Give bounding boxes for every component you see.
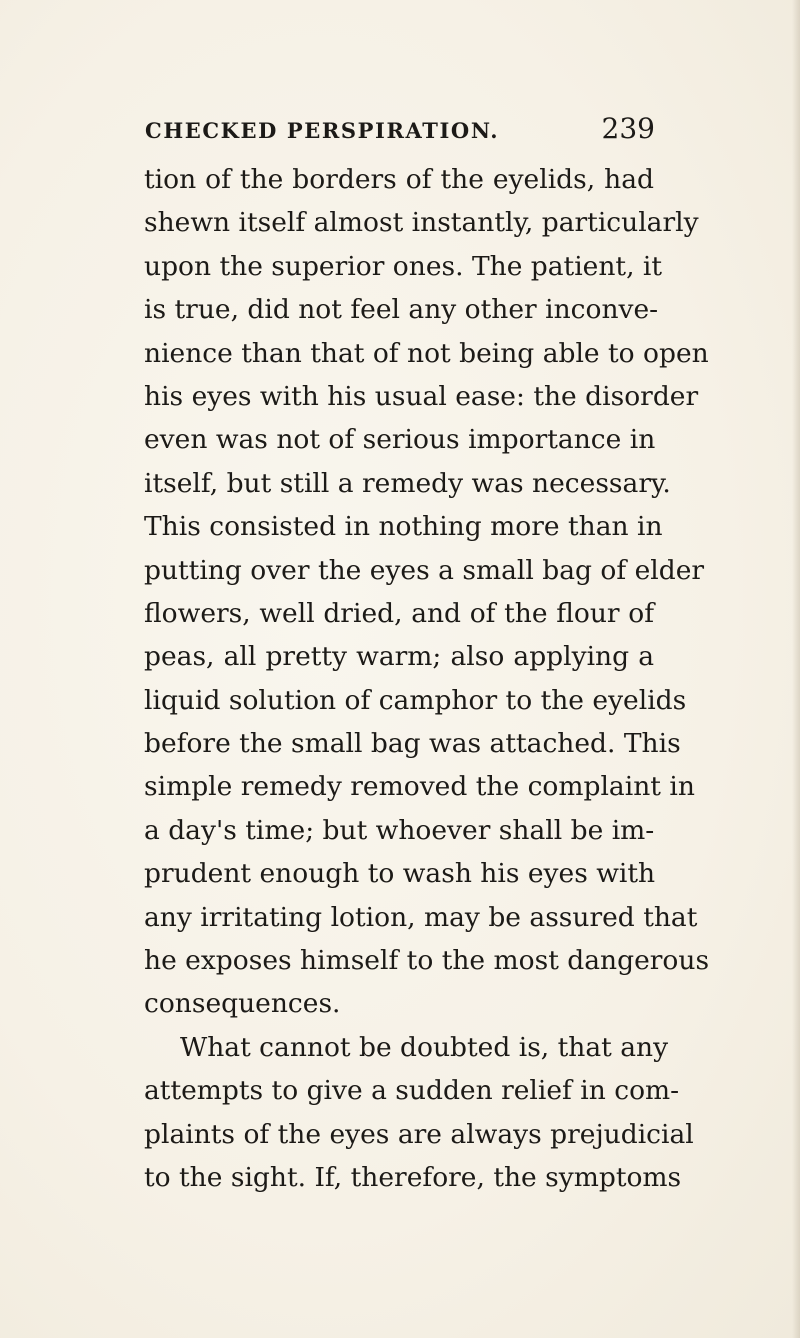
text-line: a day's time; but whoever shall be im- (144, 814, 655, 846)
text-line: any irritating lotion, may be assured that (144, 901, 698, 933)
text-line: putting over the eyes a small bag of elder (144, 554, 705, 586)
text-line: is true, did not feel any other inconve- (144, 294, 659, 326)
text-line: before the small bag was attached. This (144, 728, 681, 760)
text-line: to the sight. If, therefore, the symptoms (144, 1161, 682, 1193)
page-number: 239 (601, 112, 655, 145)
text-line: nience than that of not being able to open (144, 337, 709, 369)
text-line: plaints of the eyes are always prejudicial (144, 1118, 694, 1150)
text-line: itself, but still a remedy was necessary. (144, 467, 671, 499)
text-line: attempts to give a sudden relief in com- (144, 1075, 680, 1107)
text-line: peas, all pretty warm; also applying a (144, 641, 654, 673)
text-line: shewn itself almost instantly, particularly (144, 207, 699, 239)
page-header (145, 112, 655, 152)
text-line: liquid solution of camphor to the eyelids (144, 684, 687, 716)
text-line: This consisted in nothing more than in (144, 511, 663, 543)
text-line-paragraph-end: consequences. (144, 988, 341, 1020)
text-line: he exposes himself to the most dangerous (144, 945, 710, 977)
body-text (144, 158, 710, 1199)
running-head: CHECKED PERSPIRATION. (145, 118, 500, 143)
text-line: tion of the borders of the eyelids, had (144, 164, 654, 195)
text-line: even was not of serious importance in (144, 424, 656, 456)
page-edge-shadow (792, 0, 800, 1338)
text-line: flowers, well dried, and of the flour of (144, 597, 654, 629)
text-line-paragraph-start: What cannot be doubted is, that any (180, 1031, 669, 1063)
text-line: simple remedy removed the complaint in (144, 771, 695, 803)
text-line: upon the superior ones. The patient, it (144, 250, 663, 282)
text-line: his eyes with his usual ease: the disorder (144, 380, 699, 412)
text-line: prudent enough to wash his eyes with (144, 858, 656, 890)
